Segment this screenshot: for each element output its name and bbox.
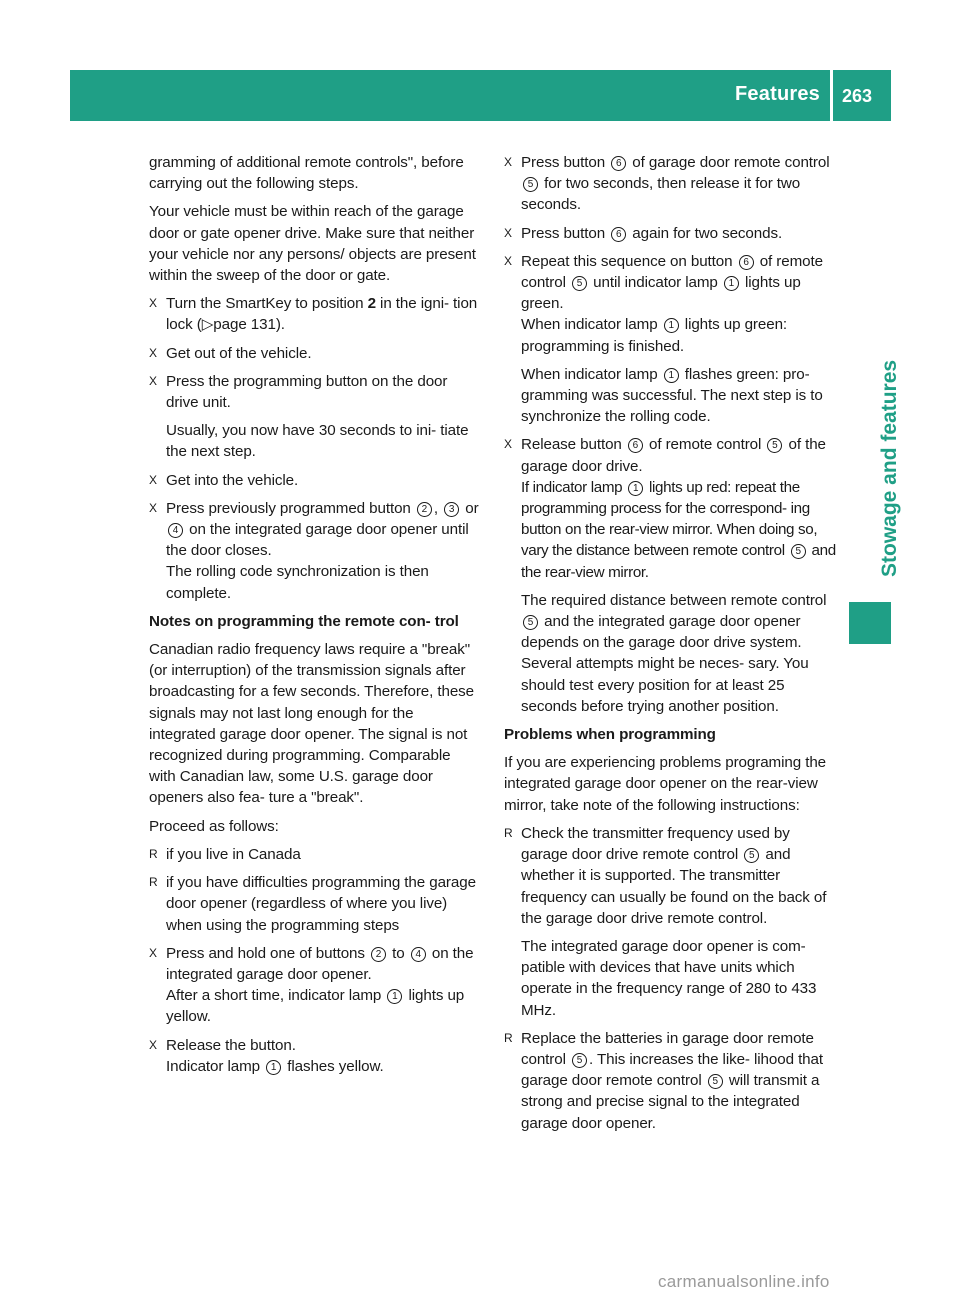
- watermark: carmanualsonline.info: [658, 1272, 830, 1291]
- step-item: X Press button 6 again for two seconds.: [504, 223, 836, 244]
- callout-1-icon: 1: [664, 368, 679, 383]
- callout-5-icon: 5: [744, 848, 759, 863]
- position-value: 2: [367, 295, 376, 313]
- callout-5-icon: 5: [791, 544, 806, 559]
- step-note: When indicator lamp 1 flashes green: pro- gramming was successful. The next step is to synchronize the rolling code.: [521, 365, 823, 426]
- bullet-marker-icon: R: [504, 1030, 513, 1045]
- bullet-marker-icon: R: [149, 846, 158, 861]
- step-item: [149, 470, 481, 491]
- callout-6-icon: 6: [628, 438, 643, 453]
- step-marker-icon: X: [149, 296, 157, 311]
- section-heading: Problems when programming: [504, 726, 716, 744]
- step-text: Repeat this sequence on button 6 of remote control 5 until indicator lamp 1 lights up green.: [521, 252, 823, 313]
- callout-2-icon: 2: [417, 502, 432, 517]
- step-result: If indicator lamp 1 lights up red: repeat the programming process for the correspond- ing button on the rear-view mirror. When doing so, vary the distance between remote control 5 and the rear-view mirror.: [521, 478, 836, 581]
- page-ref-icon: ▷: [201, 316, 214, 334]
- callout-5-icon: 5: [523, 615, 538, 630]
- paragraph: gramming of additional remote controls", before carrying out the following steps.: [149, 154, 464, 193]
- step-item: X Press button 6 of garage door remote control 5 for two seconds, then release it for two seconds.: [504, 154, 830, 214]
- paragraph: If you are experiencing problems programing the integrated garage door opener on the rear-view mirror, take note of the following instructions:: [504, 754, 827, 814]
- step-marker-icon: X: [149, 945, 157, 960]
- bullet-item: [504, 823, 836, 1021]
- step-result: When indicator lamp 1 lights up green: programming is finished.: [521, 316, 788, 355]
- callout-1-icon: 1: [387, 989, 402, 1004]
- step-item: [149, 371, 481, 463]
- step-marker-icon: X: [149, 373, 157, 388]
- step-item: [504, 434, 836, 717]
- step-text: Release button 6 of remote control 5 of the garage door drive.: [521, 436, 826, 475]
- callout-5-icon: 5: [767, 438, 782, 453]
- bullet-text: if you have difficulties programming the garage door opener (regardless of where you live) when using the programming steps: [166, 874, 476, 934]
- callout-2-icon: 2: [371, 947, 386, 962]
- step-note: Usually, you now have 30 seconds to ini- tiate the next step.: [166, 422, 469, 461]
- step-text: Press previously programmed button 2 , 3 or 4 on the integrated garage door opener until the door closes.: [166, 499, 479, 560]
- step-item: [149, 1035, 481, 1077]
- chapter-tab-label: Stowage and features: [878, 359, 901, 577]
- step-item: [504, 251, 836, 428]
- callout-1-icon: 1: [266, 1060, 281, 1075]
- callout-5-icon: 5: [572, 1053, 587, 1068]
- step-item: [149, 943, 481, 1028]
- step-note: The required distance between remote control 5 and the integrated garage door opener depends on the garage door drive system. Several attempts might be neces- sary. You should test every position for at least 25 seconds before trying another position.: [521, 591, 827, 715]
- callout-3-icon: 3: [444, 502, 459, 517]
- step-text: Press and hold one of buttons 2 to 4 on the integrated garage door opener.: [166, 944, 474, 983]
- step-marker-icon: X: [149, 472, 157, 487]
- callout-1-icon: 1: [664, 318, 679, 333]
- step-marker-icon: X: [504, 437, 512, 452]
- bullet-text: Check the transmitter frequency used by garage door drive remote control 5 and whether it is supported. The transmitter frequency can usually be found on the back of the garage door drive remote control.: [521, 824, 827, 927]
- step-result: The rolling code synchronization is then complete.: [166, 563, 429, 602]
- step-marker-icon: X: [504, 253, 512, 268]
- bullet-text: Replace the batteries in garage door remote control 5 . This increases the like- lihood that garage door remote control 5 will transmit a strong and precise signal to the integrated garage door opener.: [521, 1029, 823, 1132]
- callout-4-icon: 4: [411, 947, 426, 962]
- page-ref-link[interactable]: page 131: [213, 316, 276, 334]
- paragraph: Canadian radio frequency laws require a "break" (or interruption) of the transmission signals after broadcasting for a few seconds. Therefore, these signals may not last long enough for the integrated garage door opener. The signal is not recognized during programming. Comparable with Canadian law, some U.S. garage door openers also fea- ture a "break".: [149, 641, 475, 807]
- right-column: [504, 152, 836, 1141]
- step-marker-icon: X: [149, 345, 157, 360]
- callout-5-icon: 5: [708, 1074, 723, 1089]
- bullet-marker-icon: R: [504, 825, 513, 840]
- callout-5-icon: 5: [523, 177, 538, 192]
- step-text: in the igni- tion lock (: [166, 295, 478, 334]
- step-text: Release the button.: [166, 1036, 296, 1054]
- paragraph: Your vehicle must be within reach of the garage door or gate opener drive. Make sure that neither your vehicle nor any persons/ objects are present within the sweep of the door or gate.: [149, 203, 476, 285]
- left-column: [149, 152, 481, 1084]
- bullet-item: [504, 1028, 836, 1134]
- step-text: Get out of the vehicle.: [166, 344, 312, 362]
- page-number: 263: [842, 86, 873, 106]
- step-item: [149, 343, 481, 364]
- step-marker-icon: X: [504, 225, 512, 240]
- step-item: [149, 498, 481, 604]
- callout-6-icon: 6: [611, 156, 626, 171]
- step-result: After a short time, indicator lamp 1 lights up yellow.: [166, 987, 465, 1026]
- step-marker-icon: X: [149, 1037, 157, 1052]
- step-marker-icon: X: [149, 500, 157, 515]
- bullet-item: [149, 844, 481, 865]
- step-result: Indicator lamp 1 flashes yellow.: [166, 1057, 384, 1075]
- step-text: Get into the vehicle.: [166, 471, 299, 489]
- step-text: Turn the SmartKey to position: [166, 295, 368, 313]
- bullet-marker-icon: R: [149, 875, 158, 890]
- bullet-note: The integrated garage door opener is com- patible with devices that have units which operate in the frequency range of 280 to 433 MHz.: [521, 937, 817, 1019]
- callout-4-icon: 4: [168, 523, 183, 538]
- callout-6-icon: 6: [739, 255, 754, 270]
- callout-1-icon: 1: [628, 481, 643, 496]
- callout-6-icon: 6: [611, 227, 626, 242]
- section-title: Features: [735, 83, 820, 105]
- step-item: [149, 293, 481, 335]
- bullet-item: [149, 872, 481, 936]
- paragraph: Proceed as follows:: [149, 817, 279, 835]
- callout-5-icon: 5: [572, 276, 587, 291]
- header-divider: [830, 70, 833, 121]
- bullet-text: if you live in Canada: [166, 845, 301, 863]
- step-text: ).: [275, 316, 285, 334]
- step-marker-icon: X: [504, 155, 512, 169]
- callout-1-icon: 1: [724, 276, 739, 291]
- step-text: Press the programming button on the door drive unit.: [166, 372, 448, 412]
- chapter-tab-marker: [849, 602, 891, 644]
- section-heading: Notes on programming the remote con- trol: [149, 612, 459, 630]
